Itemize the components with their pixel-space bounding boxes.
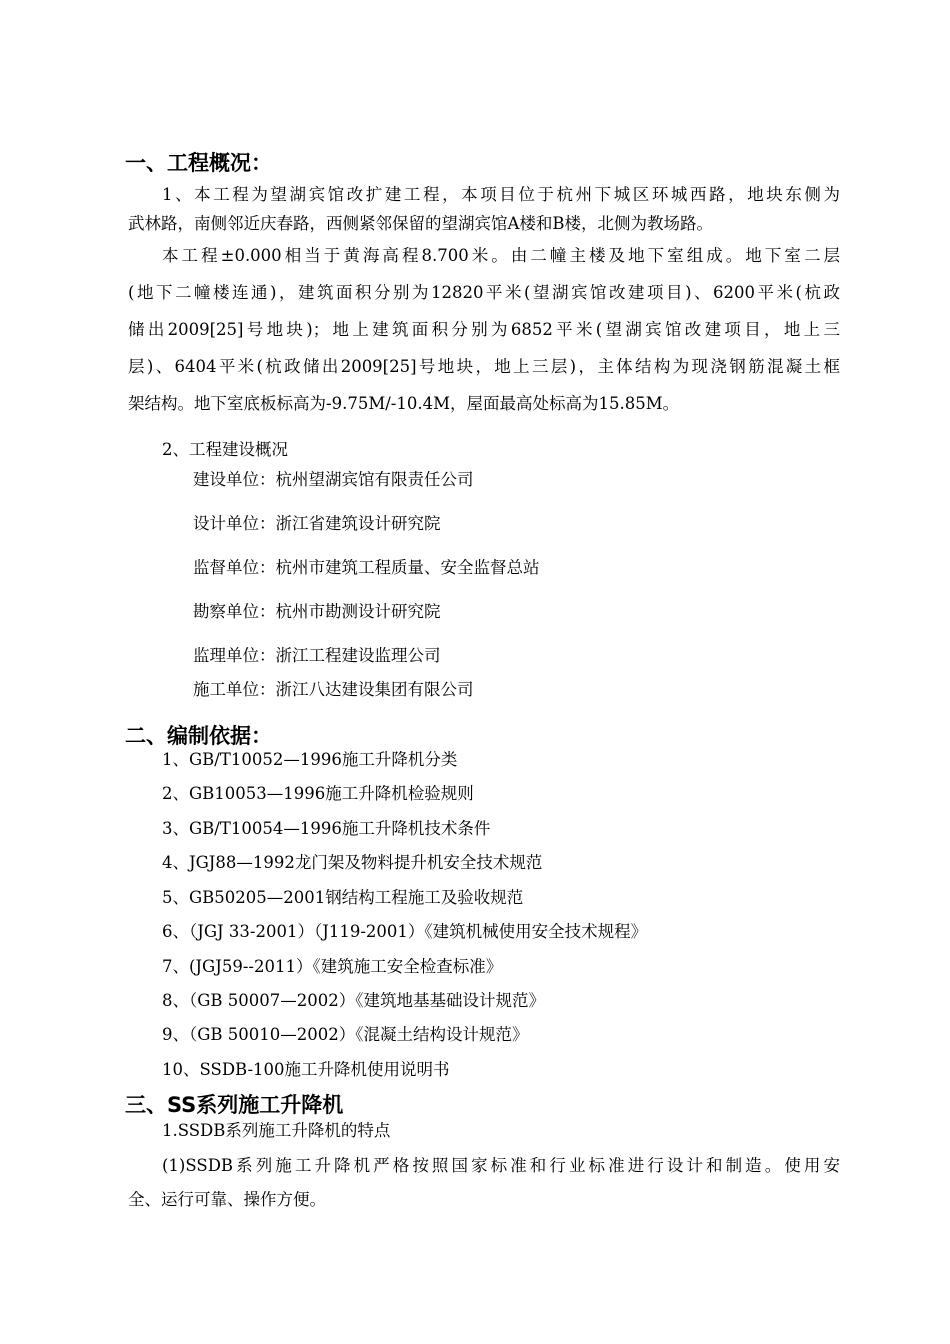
section-heading-overview: 一、工程概况： bbox=[125, 151, 272, 175]
basis-item: 4、JGJ88—1992龙门架及物料提升机安全技术规范 bbox=[162, 853, 543, 872]
basis-item: 5、GB50205—2001钢结构工程施工及验收规范 bbox=[162, 888, 524, 907]
overview-paragraph-2-line-2: (地下二幢楼连通)，建筑面积分别为12820平米(望湖宾馆改建项目)、6200平米(杭政 bbox=[128, 283, 840, 302]
overview-paragraph-1-line-2: 武林路，南侧邻近庆春路，西侧紧邻保留的望湖宾馆A楼和B楼，北侧为教场路。 bbox=[128, 214, 714, 233]
section-heading-basis: 二、编制依据： bbox=[125, 724, 272, 748]
unit-supervision: 监督单位：杭州市建筑工程质量、安全监督总站 bbox=[193, 558, 540, 577]
overview-paragraph-2-line-4: 层)、6404平米(杭政储出2009[25]号地块，地上三层)，主体结构为现浇钢筋混凝土框 bbox=[128, 357, 840, 376]
overview-paragraph-2-line-1: 本工程±0.000相当于黄海高程8.700米。由二幢主楼及地下室组成。地下室二层 bbox=[162, 246, 840, 265]
basis-item: 1、GB/T10052—1996施工升降机分类 bbox=[162, 750, 458, 769]
ssdb-features-subheading: 1.SSDB系列施工升降机的特点 bbox=[162, 1121, 391, 1140]
basis-item: 9、（GB 50010—2002）《混凝土结构设计规范》 bbox=[162, 1025, 529, 1044]
section-heading-ss-series: 三、SS系列施工升降机 bbox=[125, 1093, 344, 1117]
unit-design: 设计单位：浙江省建筑设计研究院 bbox=[193, 514, 441, 533]
basis-item: 10、SSDB-100施工升降机使用说明书 bbox=[162, 1060, 450, 1079]
unit-construction: 建设单位：杭州望湖宾馆有限责任公司 bbox=[193, 470, 474, 489]
basis-item: 2、GB10053—1996施工升降机检验规则 bbox=[162, 784, 474, 803]
basis-item: 7、(JGJ59--2011）《建筑施工安全检查标准》 bbox=[162, 957, 503, 976]
basis-item: 8、（GB 50007—2002）《建筑地基基础设计规范》 bbox=[162, 991, 546, 1010]
basis-item: 6、（JGJ 33-2001）（J119-2001）《建筑机械使用安全技术规程》 bbox=[162, 922, 648, 941]
unit-inspection: 监理单位：浙江工程建设监理公司 bbox=[193, 646, 441, 665]
basis-item: 3、GB/T10054—1996施工升降机技术条件 bbox=[162, 819, 491, 838]
unit-contractor: 施工单位：浙江八达建设集团有限公司 bbox=[193, 680, 474, 699]
construction-overview-subheading: 2、工程建设概况 bbox=[162, 440, 288, 459]
unit-survey: 勘察单位：杭州市勘测设计研究院 bbox=[193, 602, 441, 621]
overview-paragraph-1-line-1: 1、本工程为望湖宾馆改扩建工程，本项目位于杭州下城区环城西路，地块东侧为 bbox=[162, 185, 840, 204]
overview-paragraph-2-line-5: 架结构。地下室底板标高为-9.75M/-10.4M，屋面最高处标高为15.85M。 bbox=[128, 394, 680, 413]
ssdb-features-paragraph-line-1: (1)SSDB系列施工升降机严格按照国家标准和行业标准进行设计和制造。使用安 bbox=[162, 1156, 840, 1175]
overview-paragraph-2-line-3: 储出2009[25]号地块)；地上建筑面积分别为6852平米(望湖宾馆改建项目，地上三 bbox=[128, 320, 840, 339]
ssdb-features-paragraph-line-2: 全、运行可靠、操作方便。 bbox=[128, 1190, 326, 1209]
